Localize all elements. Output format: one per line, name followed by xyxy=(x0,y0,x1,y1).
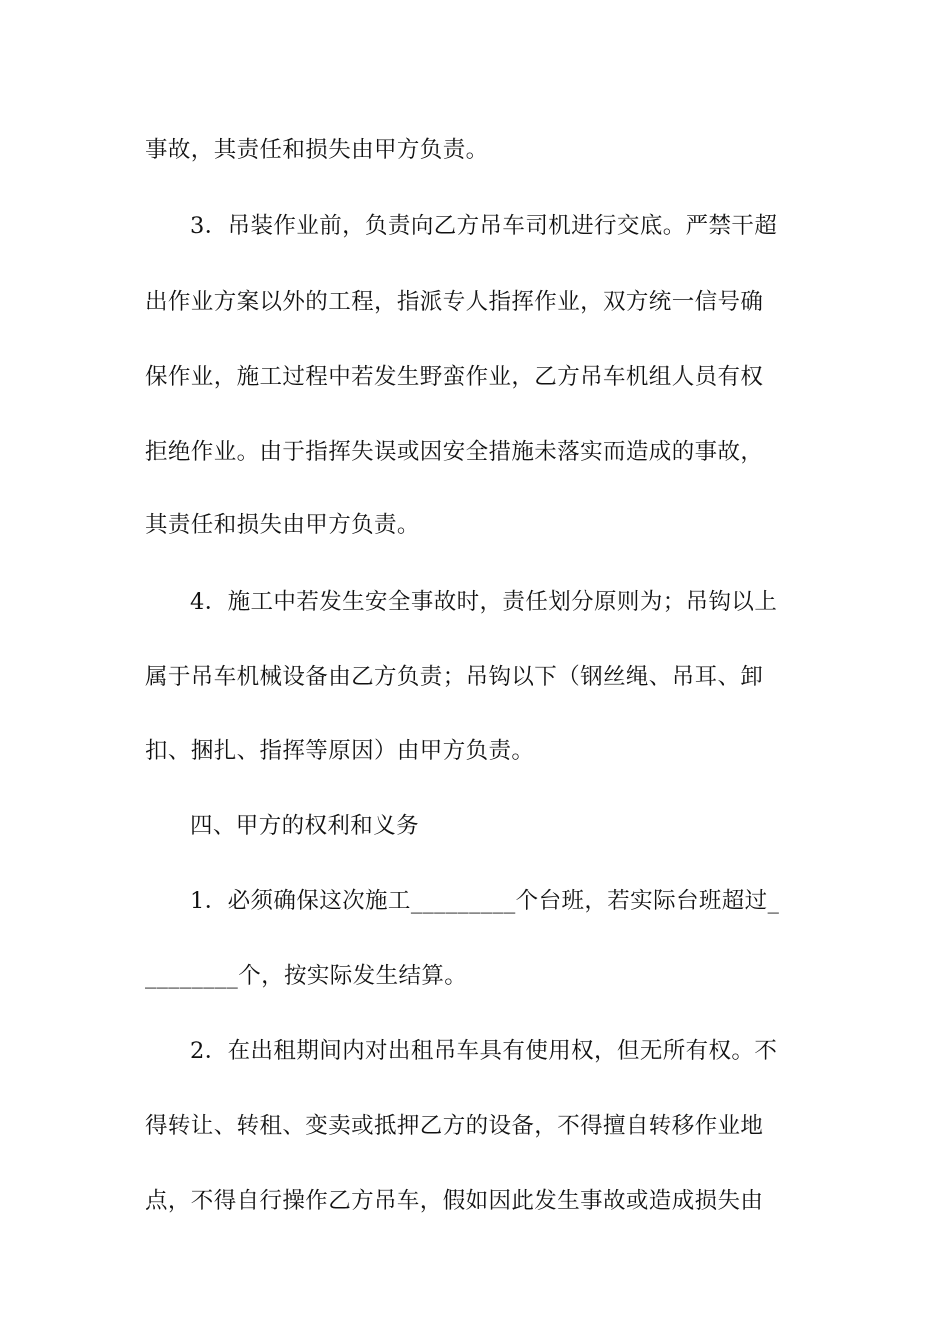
clause-4-line-1: 4．施工中若发生安全事故时，责任划分原则为；吊钩以上 xyxy=(190,589,778,615)
clause-3-line-3: 保作业，施工过程中若发生野蛮作业，乙方吊车机组人员有权 xyxy=(145,364,764,390)
clause-3-line-4: 拒绝作业。由于指挥失误或因安全措施未落实而造成的事故， xyxy=(145,439,764,465)
clause-2-line-2: 得转让、转租、变卖或抵押乙方的设备，不得擅自转移作业地 xyxy=(145,1113,764,1139)
clause-4-line-3: 扣、捆扎、指挥等原因）由甲方负责。 xyxy=(145,738,535,764)
clause-2-line-1: 2．在出租期间内对出租吊车具有使用权，但无所有权。不 xyxy=(190,1038,778,1064)
clause-3-line-5: 其责任和损失由甲方负责。 xyxy=(145,512,420,538)
clause-3-line-2: 出作业方案以外的工程，指派专人指挥作业，双方统一信号确 xyxy=(145,289,764,315)
clause-4-line-2: 属于吊车机械设备由乙方负责；吊钩以下（钢丝绳、吊耳、卸 xyxy=(145,664,764,690)
section-heading: 四、甲方的权利和义务 xyxy=(190,813,420,839)
clause-1-line-2: ________个，按实际发生结算。 xyxy=(145,963,468,989)
clause-1-line-1: 1．必须确保这次施工_________个台班，若实际台班超过_ xyxy=(190,888,780,914)
clause-2-line-3: 点，不得自行操作乙方吊车，假如因此发生事故或造成损失由 xyxy=(145,1188,764,1214)
text-line-1: 事故，其责任和损失由甲方负责。 xyxy=(145,137,489,163)
clause-3-line-1: 3．吊装作业前，负责向乙方吊车司机进行交底。严禁干超 xyxy=(190,213,778,239)
